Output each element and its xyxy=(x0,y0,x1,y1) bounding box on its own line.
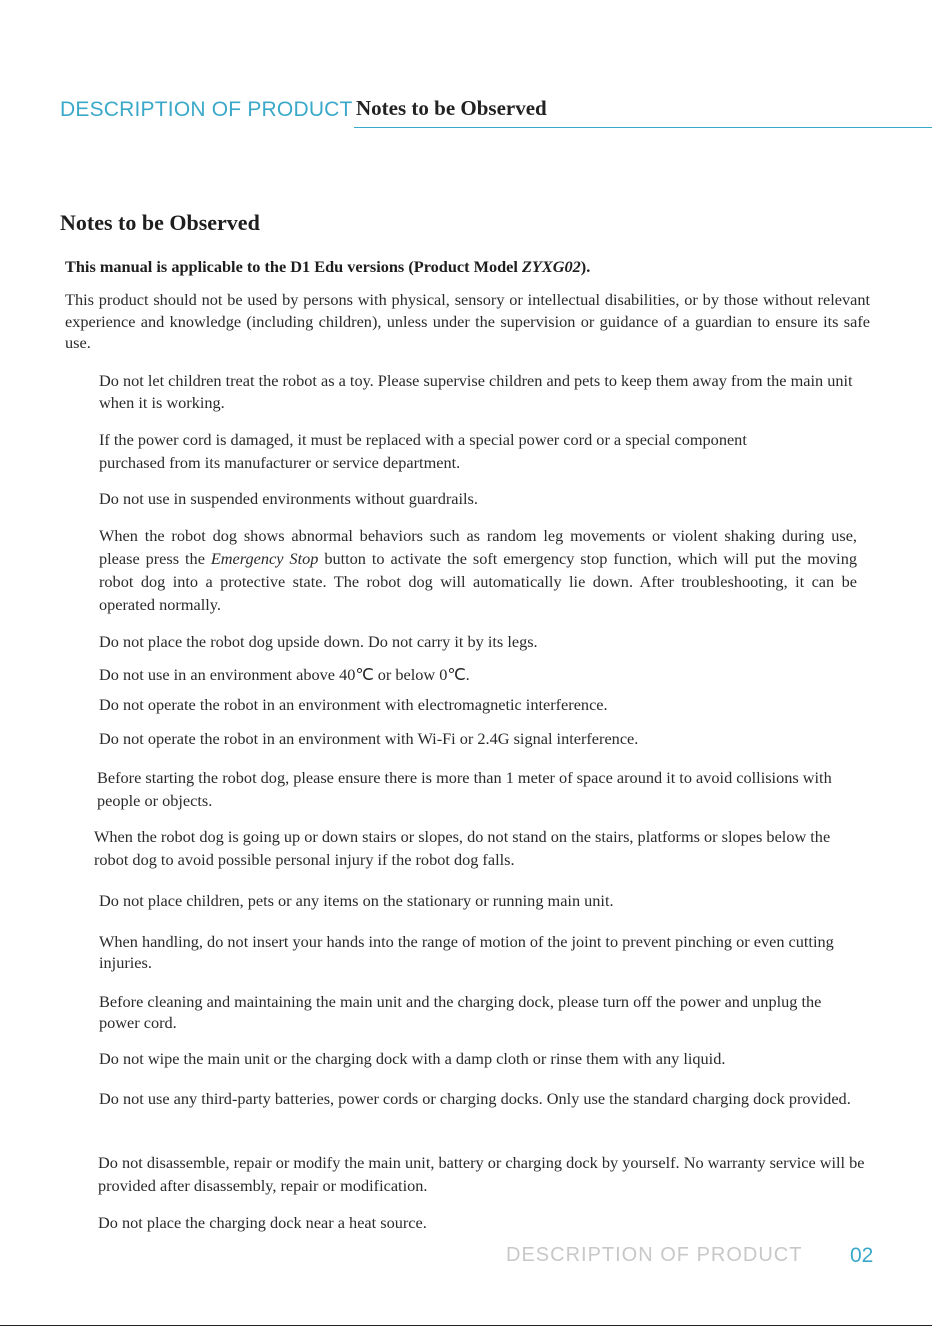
applicability-prefix: This manual is applicable to the D1 Edu versions (Product Model xyxy=(65,257,522,276)
applicability-suffix: ). xyxy=(580,257,591,276)
page-title: Notes to be Observed xyxy=(60,210,260,235)
header-section-label: DESCRIPTION OF PRODUCT xyxy=(60,98,353,121)
note-item: When handling, do not insert your hands into the range of motion of the joint to prevent pinching or even cutting injuries. xyxy=(99,932,834,972)
header-title: Notes to be Observed xyxy=(356,96,547,120)
emergency-text-before: When the robot dog shows abnormal behaviors such as random leg movements or violent shaking during use, please press the xyxy=(99,526,857,568)
note-item: Do not operate the robot in an environment with Wi-Fi or 2.4G signal interference. xyxy=(99,729,639,748)
emergency-stop-term: Emergency Stop xyxy=(210,549,319,568)
product-model: ZYXG02 xyxy=(521,257,581,276)
note-item: Do not place children, pets or any items on the stationary or running main unit. xyxy=(99,891,614,910)
page-bottom-border xyxy=(0,1325,932,1326)
note-item: Do not operate the robot in an environment with electromagnetic interference. xyxy=(99,695,608,714)
note-item: Before cleaning and maintaining the main unit and the charging dock, please turn off the power and unplug the power cord. xyxy=(99,992,822,1032)
header-divider xyxy=(354,127,932,128)
note-item: Do not wipe the main unit or the charging dock with a damp cloth or rinse them with any liquid. xyxy=(99,1049,726,1068)
note-item: Do not disassemble, repair or modify the main unit, battery or charging dock by yourself. No warranty service will be provided after disassembly, repair or modification. xyxy=(98,1153,865,1195)
intro-paragraph: This product should not be used by persons with physical, sensory or intellectual disabilities, or by those without relevant experience and knowledge (including children), unless under the supervision or guidance of a guardian to ensure its safe use. xyxy=(65,290,870,352)
note-item: Do not place the charging dock near a heat source. xyxy=(98,1213,427,1232)
emergency-text-after: button to activate the soft emergency stop function, which will put the moving robot dog into a protective state. The robot dog will automatically lie down. After troubleshooting, it can be operated normally. xyxy=(99,549,857,614)
note-item xyxy=(99,524,857,616)
note-item: Do not place the robot dog upside down. Do not carry it by its legs. xyxy=(99,632,538,651)
note-item: Before starting the robot dog, please ensure there is more than 1 meter of space around it to avoid collisions with people or objects. xyxy=(97,768,832,810)
note-item: Do not use in suspended environments without guardrails. xyxy=(99,489,478,508)
applicability-note xyxy=(65,256,590,278)
page-number: 02 xyxy=(850,1244,874,1267)
note-item: Do not let children treat the robot as a toy. Please supervise children and pets to keep them away from the main unit when it is working. xyxy=(99,371,853,412)
note-item: If the power cord is damaged, it must be replaced with a special power cord or a special component purchased from its manufacturer or service department. xyxy=(99,430,747,472)
note-item: Do not use any third-party batteries, power cords or charging docks. Only use the standard charging dock provided. xyxy=(99,1089,851,1108)
note-item: Do not use in an environment above 40℃ or below 0℃. xyxy=(99,665,470,684)
footer-section-label: DESCRIPTION OF PRODUCT xyxy=(506,1244,803,1266)
note-item: When the robot dog is going up or down stairs or slopes, do not stand on the stairs, platforms or slopes below the robot dog to avoid possible personal injury if the robot dog falls. xyxy=(94,827,831,869)
